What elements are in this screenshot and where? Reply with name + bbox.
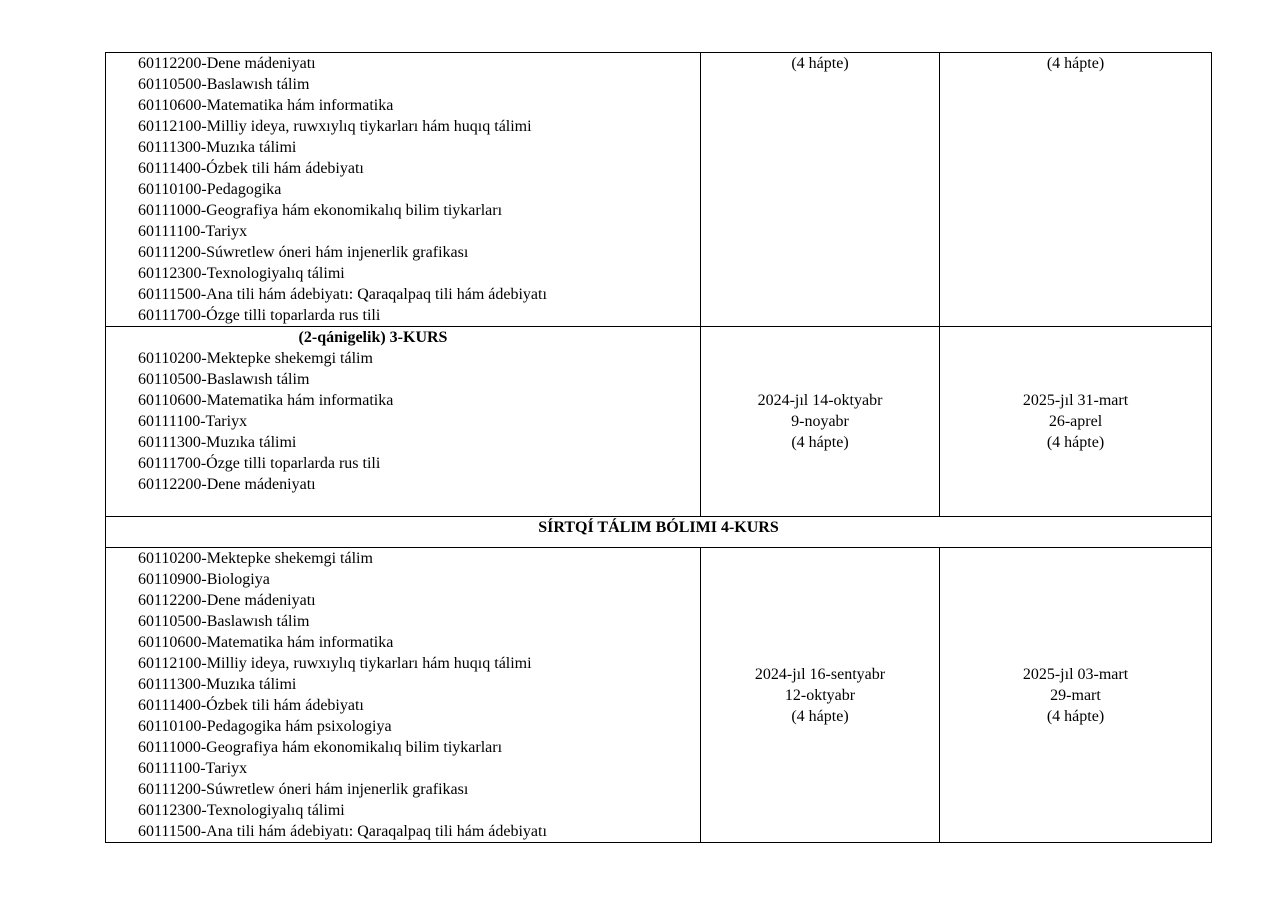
text-line: 60111500-Ana tili hám ádebiyatı: Qaraqalpaq tili hám ádebiyatı [138, 823, 547, 840]
text-line: 60110200-Mektepke shekemgi tálim [138, 350, 373, 367]
section-title: SÍRTQÍ TÁLIM BÓLIMI 4-KURS [106, 517, 1212, 548]
text-line: 60112100-Milliy ideya, ruwxıylıq tiykarları hám huqıq tálimi [138, 118, 532, 135]
text-line: 2024-jıl 16-sentyabr [754, 665, 886, 683]
text-line: 60110100-Pedagogika [138, 181, 282, 198]
text-line: (4 hápte) [1046, 707, 1105, 725]
text-line: 60111300-Muzıka tálimi [138, 676, 297, 693]
text-line: 60111000-Geografiya hám ekonomikalıq bilim tiykarları [138, 202, 503, 219]
text-line: 60110600-Matematika hám informatika [138, 392, 394, 409]
program-list [106, 348, 700, 495]
section-row [106, 517, 1212, 548]
text-line: 29-mart [1050, 686, 1101, 704]
term2-dates-cell [940, 53, 1212, 327]
schedule-table [105, 52, 1212, 843]
text-line: (4 hápte) [791, 707, 849, 725]
text-line: 60111200-Súwretlew óneri hám injenerlik grafikası [138, 781, 469, 798]
text-line: 60112200-Dene mádeniyatı [138, 476, 316, 493]
text-line: 60112300-Texnologiyalıq tálimi [138, 265, 345, 282]
text-line: 60112200-Dene mádeniyatı [138, 592, 316, 609]
text-line: 12-oktyabr [784, 686, 856, 704]
text-line: 60110600-Matematika hám informatika [138, 97, 394, 114]
text-line: 60111300-Muzıka tálimi [138, 139, 297, 156]
term2-dates [940, 53, 1211, 74]
text-line: 60111300-Muzıka tálimi [138, 434, 297, 451]
program-list [106, 53, 700, 326]
term2-dates [940, 390, 1211, 453]
text-line: 60110900-Biologiya [138, 571, 270, 588]
course-heading: (2-qánigelik) 3-KURS [298, 329, 448, 346]
term1-dates [701, 664, 939, 727]
term1-dates [701, 390, 939, 453]
text-line: 60111400-Ózbek tili hám ádebiyatı [138, 697, 364, 714]
text-line: 60111700-Ózge tilli toparlarda rus tili [138, 455, 381, 472]
text-line: 60111400-Ózbek tili hám ádebiyatı [138, 160, 364, 177]
text-line: 26-aprel [1048, 413, 1103, 430]
text-line: 60110200-Mektepke shekemgi tálim [138, 550, 373, 567]
text-line: 60111200-Súwretlew óneri hám injenerlik grafikası [138, 244, 469, 261]
term2-dates-cell [940, 548, 1212, 843]
text-line: 60110100-Pedagogika hám psixologiya [138, 718, 392, 735]
text-line: 60110500-Baslawısh tálim [138, 76, 310, 93]
term2-dates [940, 664, 1211, 727]
programs-cell [106, 327, 701, 517]
table-row [106, 548, 1212, 843]
text-line: 60111100-Tariyx [138, 223, 248, 240]
text-line: 60112100-Milliy ideya, ruwxıylıq tiykarları hám huqıq tálimi [138, 655, 532, 672]
text-line: 2024-jıl 14-oktyabr [757, 392, 883, 409]
term1-dates-cell [701, 327, 940, 517]
text-line: 60111500-Ana tili hám ádebiyatı: Qaraqalpaq tili hám ádebiyatı [138, 286, 547, 303]
text-line: (4 hápte) [1046, 55, 1105, 72]
text-line: (4 hápte) [791, 434, 849, 451]
text-line: 60110500-Baslawısh tálim [138, 371, 310, 388]
text-line: 60112200-Dene mádeniyatı [138, 55, 316, 72]
text-line: 60110500-Baslawısh tálim [138, 613, 310, 630]
text-line: 60110600-Matematika hám informatika [138, 634, 394, 651]
text-line: 60111700-Ózge tilli toparlarda rus tili [138, 307, 381, 324]
text-line: 60111100-Tariyx [138, 760, 248, 777]
table-row [106, 53, 1212, 327]
term1-dates-cell [701, 53, 940, 327]
term1-dates [701, 53, 939, 74]
programs-cell [106, 548, 701, 843]
program-list [106, 548, 700, 842]
text-line: 2025-jıl 03-mart [1022, 665, 1129, 683]
text-line: 60111000-Geografiya hám ekonomikalıq bilim tiykarları [138, 739, 503, 756]
text-line: 2025-jıl 31-mart [1022, 392, 1129, 409]
text-line: 9-noyabr [791, 413, 849, 430]
term1-dates-cell [701, 548, 940, 843]
text-line: (4 hápte) [791, 55, 849, 72]
programs-cell [106, 53, 701, 327]
text-line: 60111100-Tariyx [138, 413, 248, 430]
text-line: (4 hápte) [1046, 434, 1105, 451]
table-row [106, 327, 1212, 517]
term2-dates-cell [940, 327, 1212, 517]
text-line: 60112300-Texnologiyalıq tálimi [138, 802, 345, 819]
